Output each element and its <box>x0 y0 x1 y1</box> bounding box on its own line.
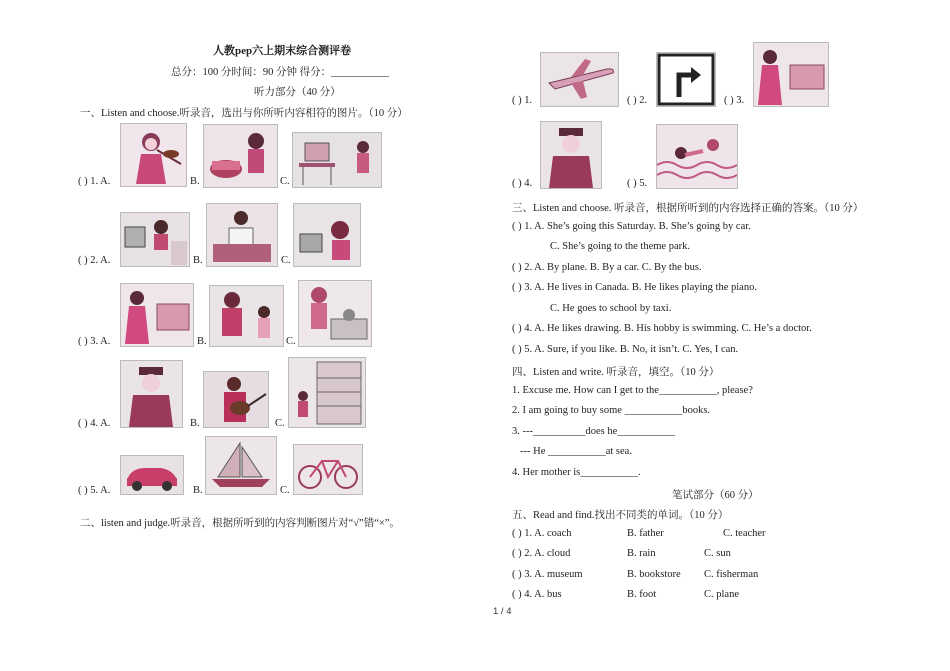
part5-q2-a: ( ) 2. A. cloud <box>512 548 571 559</box>
policeman-picture-2 <box>540 121 602 189</box>
written-section-title: 笔试部分（60 分） <box>672 490 759 501</box>
reading-picture <box>206 203 278 267</box>
bike-picture <box>293 444 363 495</box>
part1-q5-b-label: B. <box>193 485 203 496</box>
policeman-picture <box>120 360 183 428</box>
part5-q3-b: B. bookstore <box>627 569 681 580</box>
part1-q4-b-label: B. <box>190 418 200 429</box>
part1-q5-c-label: C. <box>280 485 290 496</box>
tv-table-picture <box>292 132 382 188</box>
part5-q3-a: ( ) 3. A. museum <box>512 569 583 580</box>
guitar-picture <box>203 371 269 428</box>
part5-q1-c: C. teacher <box>723 528 766 539</box>
part1-q3-b-label: B. <box>197 336 207 347</box>
part1-q2-number: ( ) 2. A. <box>78 255 111 266</box>
girl-violin-picture <box>120 123 187 187</box>
part2-item-1: ( ) 1. <box>512 95 533 106</box>
part2-item-3: ( ) 3. <box>724 95 745 106</box>
part3-heading: 三、Listen and choose. 听录音，根据所听到的内容选择正确的答案。（10 分） <box>512 203 864 214</box>
part2-item-2: ( ) 2. <box>627 95 648 106</box>
part4-q3-answer: --- He ___________at sea. <box>520 446 632 457</box>
cook-picture <box>298 280 372 347</box>
part1-q3-number: ( ) 3. A. <box>78 336 111 347</box>
part1-q2-c-label: C. <box>281 255 291 266</box>
part2-item-4: ( ) 4. <box>512 178 533 189</box>
woman-shop-picture-2 <box>753 42 829 107</box>
part3-q1: ( ) 1. A. She’s going this Saturday. B. She’s going by car. <box>512 221 751 232</box>
part3-q4: ( ) 4. A. He likes drawing. B. His hobby is swimming. C. He’s a doctor. <box>512 323 812 334</box>
part2-item-5: ( ) 5. <box>627 178 648 189</box>
part5-q4-b: B. foot <box>627 589 657 600</box>
ship-picture <box>205 436 277 495</box>
cake-girl-picture <box>203 124 278 188</box>
part1-q2-b-label: B. <box>193 255 203 266</box>
woman-shop-picture <box>120 283 194 347</box>
part3-q2: ( ) 2. A. By plane. B. By a car. C. By the bus. <box>512 262 702 273</box>
plane-picture <box>540 52 619 107</box>
part1-q4-c-label: C. <box>275 418 285 429</box>
part3-q3-c: C. He goes to school by taxi. <box>550 303 672 314</box>
part5-q2-c: C. sun <box>704 548 731 559</box>
girl-computer-picture <box>293 203 361 267</box>
bookstore-picture <box>288 357 366 428</box>
part1-q5-number: ( ) 5. A. <box>78 485 111 496</box>
part5-heading: 五、Read and find.找出不同类的单词。（10 分） <box>512 510 729 521</box>
score-info: 总分：100 分时间：90 分钟 得分：___________ <box>171 67 389 78</box>
part1-q1-c-label: C. <box>280 176 290 187</box>
car-picture <box>120 455 184 495</box>
boy-tv-picture <box>120 212 190 267</box>
nurse-child-picture <box>209 285 284 347</box>
part4-heading: 四、Listen and write. 听录音，填空。（10 分） <box>512 367 720 378</box>
part1-q1-number: ( ) 1. A. <box>78 176 111 187</box>
part1-q3-c-label: C. <box>286 336 296 347</box>
page-number: 1 / 4 <box>493 606 512 617</box>
part3-q3: ( ) 3. A. He lives in Canada. B. He likes playing the piano. <box>512 282 757 293</box>
part5-q4-a: ( ) 4. A. bus <box>512 589 562 600</box>
part4-q2: 2. I am going to buy some ___________books. <box>512 405 711 416</box>
part5-q4-c: C. plane <box>704 589 739 600</box>
part4-q4: 4. Her mother is___________. <box>512 467 641 478</box>
part5-q1-a: ( ) 1. A. coach <box>512 528 572 539</box>
part2-heading: 二、listen and judge.听录音，根据所听到的内容判断图片对“√”错“×”。 <box>80 518 400 529</box>
part5-q2-b: B. rain <box>627 548 656 559</box>
listening-section-title: 听力部分（40 分） <box>254 87 341 98</box>
part1-q4-number: ( ) 4. A. <box>78 418 111 429</box>
part5-q1-b: B. father <box>627 528 664 539</box>
part3-q1-c: C. She’s going to the theme park. <box>550 241 690 252</box>
part5-q3-c: C. fisherman <box>704 569 759 580</box>
part3-q5: ( ) 5. A. Sure, if you like. B. No, it isn’t. C. Yes, I can. <box>512 344 739 355</box>
swimming-picture <box>656 124 738 189</box>
part1-q1-b-label: B. <box>190 176 200 187</box>
page-title: 人教pep六上期末综合测评卷 <box>213 45 352 57</box>
part1-heading: 一、Listen and choose.听录音，选出与你所听内容相符的图片。（10 分） <box>80 108 408 119</box>
part4-q3: 3. ---__________does he___________ <box>512 426 676 437</box>
part4-q1: 1. Excuse me. How can I get to the___________, please? <box>512 385 753 396</box>
turn-right-sign-picture <box>656 52 716 107</box>
